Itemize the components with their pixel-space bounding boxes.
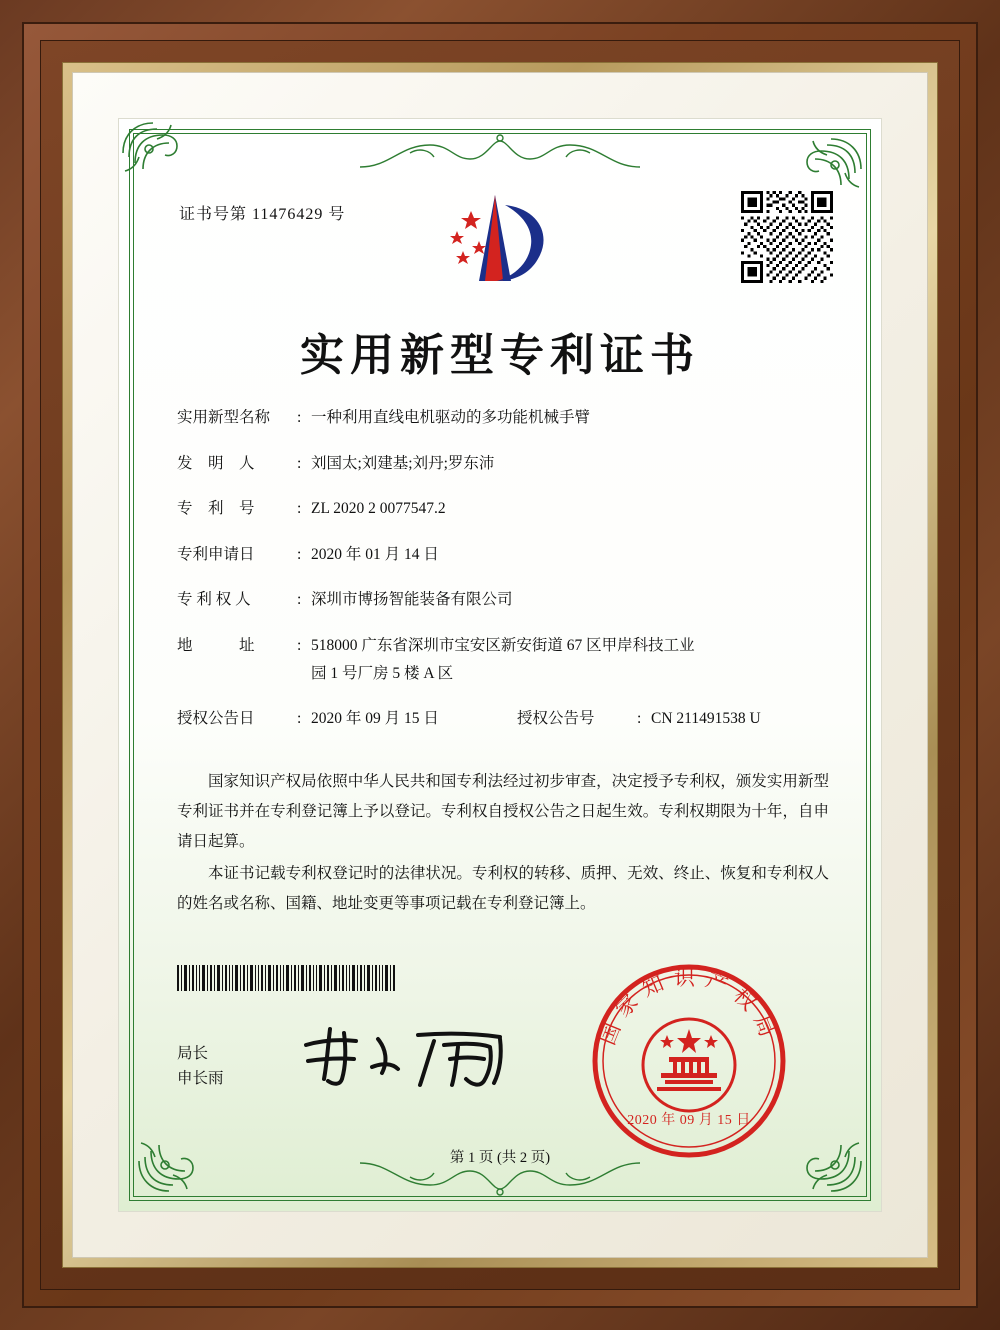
certificate-fields (177, 409, 831, 751)
cnipa-logo-icon (435, 189, 565, 299)
field-colon: : (297, 710, 302, 728)
field-colon: : (297, 409, 302, 426)
field-colon: : (637, 710, 642, 728)
field-value-line1: 518000 广东省深圳市宝安区新安街道 67 区甲岸科技工业 (311, 636, 695, 654)
official-red-seal-icon (589, 961, 789, 1161)
field-label: 专 利 号 (177, 500, 255, 518)
field-label: 专 利 权 人 (177, 591, 251, 609)
field-grant-row (177, 710, 831, 729)
field-colon: : (297, 454, 302, 472)
field-value: ZL 2020 2 0077547.2 (311, 500, 446, 518)
field-label: 地 址 (177, 636, 255, 654)
legal-text-block (177, 767, 829, 921)
signature-name: 申长雨 (177, 1070, 224, 1087)
field-value: 一种利用直线电机驱动的多功能机械手臂 (311, 409, 591, 426)
signature-title: 局长 (177, 1045, 209, 1062)
field-colon: : (297, 591, 302, 609)
field-value: 刘国太;刘建基;刘丹;罗东沛 (311, 454, 495, 472)
handwritten-signature-icon (294, 1019, 534, 1089)
field-colon: : (297, 545, 302, 563)
field-label: 实用新型名称 (177, 409, 271, 426)
field-value: 2020 年 01 月 14 日 (311, 545, 439, 563)
field-value-line2: 园 1 号厂房 5 楼 A 区 (311, 664, 454, 682)
field-colon: : (297, 500, 302, 518)
certificate-number: 证书号第 11476429 号 (179, 206, 346, 223)
field-label: 专利申请日 (177, 545, 255, 563)
field-inventors (177, 455, 831, 474)
seal-date: 2020 年 09 月 15 日 (627, 1113, 751, 1128)
field-value (311, 637, 831, 683)
field-utility-model-name (177, 409, 831, 428)
qr-code-icon (741, 191, 833, 283)
patent-certificate-page (118, 118, 882, 1212)
field-grant-date (177, 710, 517, 729)
field-patentee (177, 591, 831, 610)
field-colon: : (297, 636, 302, 654)
barcode-icon (177, 965, 397, 991)
field-label: 授权公告日 (177, 710, 255, 728)
field-value: 2020 年 09 月 15 日 (311, 710, 439, 728)
signature-block (177, 1041, 224, 1091)
field-value: CN 211491538 U (651, 710, 761, 728)
paragraph: 本证书记载专利权登记时的法律状况。专利权的转移、质押、无效、终止、恢复和专利权人的姓名或名称、国籍、地址变更等事项记载在专利登记簿上。 (177, 865, 829, 912)
field-grant-number (517, 710, 831, 729)
field-label: 授权公告号 (517, 710, 595, 728)
paragraph: 国家知识产权局依照中华人民共和国专利法经过初步审查，决定授予专利权，颁发实用新型专利证书并在专利登记簿上予以登记。专利权自授权公告之日起生效。专利权期限为十年，自申请日起算。 (177, 773, 829, 850)
field-label: 发 明 人 (177, 454, 255, 472)
field-application-date (177, 546, 831, 565)
field-value: 深圳市博扬智能装备有限公司 (311, 591, 513, 609)
field-patent-number (177, 500, 831, 519)
page-footer: 第 1 页 (共 2 页) (449, 1150, 551, 1166)
page-title: 实用新型专利证书 (300, 330, 700, 381)
svg-text:国家知识产权局: 国家知识产权局 (595, 966, 783, 1049)
field-address (177, 637, 831, 683)
